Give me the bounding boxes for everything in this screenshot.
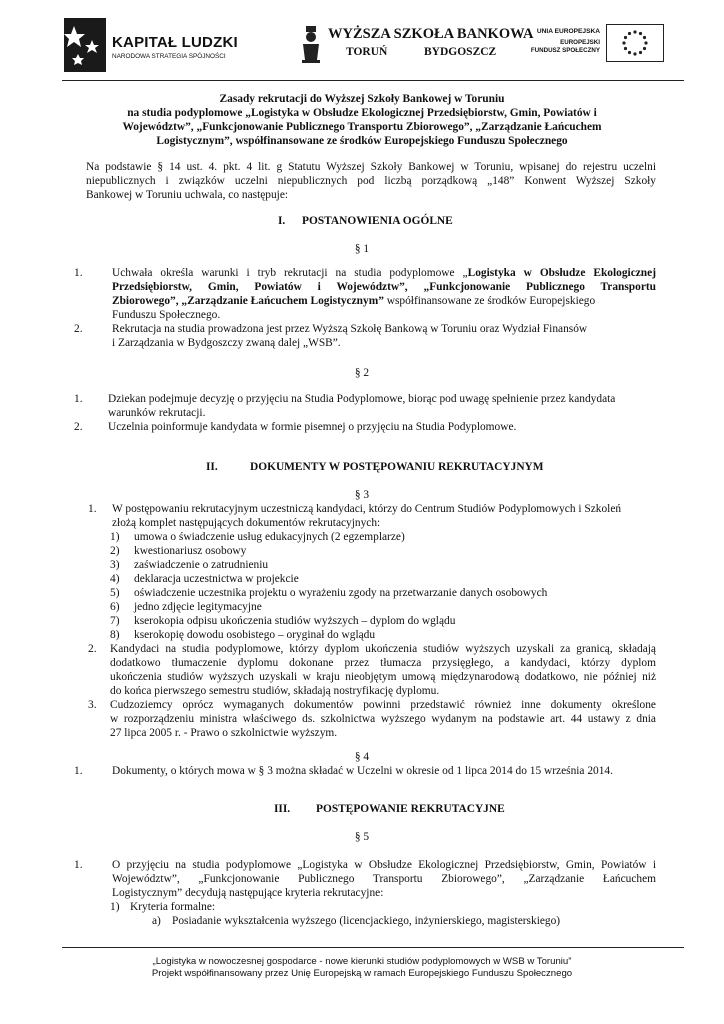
p3-item3-line1: Cudzoziemcy oprócz wymaganych dokumentów powinni przedstawić również inne dokumenty określone	[110, 699, 656, 711]
intro-line1: Na podstawie § 14 ust. 4. pkt. 4 lit. g Statutu Wyższej Szkoły Bankowej w Toruniu, wpisanej do rejestru uczelni	[86, 161, 656, 173]
doc-item-number: 1)	[110, 531, 120, 543]
kapital-ludzki-title: KAPITAŁ LUDZKI	[112, 34, 238, 51]
paragraph-2-heading: § 2	[354, 367, 370, 379]
doc-title-line2: na studia podyplomowe „Logistyka w Obsłudze Ekologicznej Przedsiębiorstw, Gmin, Powiatów i	[127, 107, 597, 119]
wsb-title: WYŻSZA SZKOŁA BANKOWA	[328, 26, 534, 42]
p1-item2-line1: Rekrutacja na studia prowadzona jest przez Wyższą Szkołę Bankową w Toruniu oraz Wydział Finansów	[112, 323, 588, 335]
kapital-ludzki-logo	[64, 18, 238, 72]
footer-line2: Projekt współfinansowany przez Unię Europejską w ramach Europejskiego Funduszu Społecznego	[151, 968, 573, 979]
paragraph-3-heading: § 3	[354, 489, 370, 501]
eu-text-line2: EUROPEJSKI	[560, 39, 600, 46]
eu-text-line3: FUNDUSZ SPOŁECZNY	[530, 47, 600, 54]
p5-item1-line3: Logistycznym” decydują następujące kryteria rekrutacyjne:	[112, 887, 384, 899]
paragraph-5-heading: § 5	[354, 831, 370, 843]
p3-item3-number: 3.	[88, 699, 97, 711]
p5-item1-line1: O przyjęciu na studia podyplomowe „Logistyka w Obsłudze Ekologicznej Przedsiębiorstw, Gmin, Powiatów i	[112, 859, 656, 871]
p1-item2-number: 2.	[74, 323, 83, 335]
p1-item1-line3	[112, 294, 595, 308]
section3-title: POSTĘPOWANIE REKRUTACYJNE	[316, 803, 505, 815]
p5-subsub-a-number: a)	[152, 915, 161, 927]
p1-item1-line3-bold: Zbiorowego”, „Zarządzanie Łańcuchem Logistycznym”	[112, 295, 384, 307]
section1-title: POSTANOWIENIA OGÓLNE	[302, 215, 453, 227]
doc-item-number: 7)	[110, 615, 120, 627]
kapital-ludzki-subtitle: NARODOWA STRATEGIA SPÓJNOŚCI	[112, 53, 226, 60]
doc-item-number: 4)	[110, 573, 120, 585]
p5-subsub-a-text: Posiadanie wykształcenia wyższego (licencjackiego, inżynierskiego, magisterskiego)	[172, 915, 561, 927]
p3-item1-number: 1.	[88, 503, 97, 515]
p1-item1-number: 1.	[74, 267, 83, 279]
doc-item: kwestionariusz osobowy	[134, 545, 247, 557]
p2-item2-line1: Uczelnia poinformuje kandydata w formie pisemnej o przyjęciu na Studia Podyplomowe.	[108, 421, 517, 433]
p3-item2-line2: dodatkowo tłumaczenie dyplomu dokonane przez tłumacza przysięgłego, a kandydaci, którzy dyplom	[110, 657, 656, 669]
footer-line1: „Logistyka w nowoczesnej gospodarce - nowe kierunki studiów podyplomowych w WSB w Toruniu”	[152, 956, 572, 967]
p3-item1-line1: W postępowaniu rekrutacyjnym uczestniczą kandydaci, którzy do Centrum Studiów Podyplomowych i Szkoleń	[112, 503, 622, 515]
p4-item1-text: Dokumenty, o których mowa w § 3 można składać w Uczelni w okresie od 1 lipca 2014 do 15 września 2014.	[112, 765, 613, 777]
header-divider	[62, 80, 684, 81]
p4-item1-number: 1.	[74, 765, 83, 777]
doc-item: zaświadczenie o zatrudnieniu	[134, 559, 269, 571]
doc-item: kserokopia odpisu ukończenia studiów wyższych – dyplom do wglądu	[134, 615, 456, 627]
section1-number: I.	[278, 215, 286, 227]
doc-item-number: 8)	[110, 629, 120, 641]
wsb-city-torun: TORUŃ	[346, 46, 388, 58]
p3-item2-line3: ukończenia studiów wyższych uzyskali w kraju nieobjętym umową międzynarodową dodatkowo, nie później niż	[110, 671, 656, 683]
doc-item: umowa o świadczenie usług edukacyjnych (2 egzemplarze)	[134, 531, 405, 543]
p1-item1-line3-regular: współfinansowane ze środków Europejskiego	[383, 295, 596, 307]
p1-item1-line4: Funduszu Społecznego.	[112, 309, 221, 321]
section2-number: II.	[206, 461, 218, 473]
footer-divider	[62, 947, 684, 948]
p3-item3-line2: w rozporządzeniu ministra właściwego ds. szkolnictwa wyższego wydanym na podstawie art. 44 ustawy z dnia	[110, 713, 656, 725]
p5-sub1-text: Kryteria formalne:	[130, 901, 216, 913]
doc-item-number: 5)	[110, 587, 120, 599]
doc-item: jedno zdjęcie legitymacyjne	[134, 601, 262, 613]
wsb-city-bydgoszcz: BYDGOSZCZ	[424, 46, 497, 58]
doc-item: deklaracja uczestnictwa w projekcie	[134, 573, 299, 585]
p1-item1-line1	[112, 266, 656, 280]
wsb-emblem-icon	[300, 26, 322, 64]
p3-item2-line1: Kandydaci na studia podyplomowe, którzy dyplom ukończenia studiów wyższych uzyskali za granicą, składają	[110, 643, 656, 655]
p1-item1-line1-regular: Uchwała określa warunki i tryb rekrutacji na studia podyplomowe „	[112, 267, 468, 279]
p3-item3-line3: 27 lipca 2005 r. - Prawo o szkolnictwie wyższym.	[110, 727, 338, 739]
section3-number: III.	[274, 803, 291, 815]
p3-item1-line2: złożą komplet następujących dokumentów rekrutacyjnych:	[112, 517, 381, 529]
p5-item1-line2: Województw”, „Funkcjonowanie Publicznego Transportu Zbiorowego”, „Zarządzanie Łańcuchem	[112, 873, 656, 885]
p1-item1-line2: Przedsiębiorstw, Gmin, Powiatów i Województw”, „Funkcjonowanie Publicznego Transportu	[112, 281, 656, 293]
intro-line2: niepublicznych i związków uczelni niepublicznych pod liczbą porządkową „148” Konwent Wyższej Szkoły	[86, 175, 656, 187]
p1-item1-line1-bold: Logistyka w Obsłudze Ekologicznej	[467, 267, 656, 279]
doc-title-line3: Województw”, „Funkcjonowanie Publicznego Transportu Zbiorowego”, „Zarządzanie Łańcuchem	[122, 121, 602, 133]
doc-title-line4: Logistycznym”, współfinansowane ze środków Europejskiego Funduszu Społecznego	[156, 135, 568, 147]
p2-item1-line2: warunków rekrutacji.	[108, 407, 206, 419]
wsb-logo	[300, 26, 534, 66]
p3-item2-number: 2.	[88, 643, 97, 655]
eu-text-line1: UNIA EUROPEJSKA	[536, 28, 600, 35]
doc-item-number: 6)	[110, 601, 120, 613]
p2-item2-number: 2.	[74, 421, 83, 433]
p5-sub1-number: 1)	[110, 901, 120, 913]
paragraph-4-heading: § 4	[354, 751, 370, 763]
eu-logo	[530, 24, 664, 62]
doc-item-number: 3)	[110, 559, 120, 571]
doc-item: kserokopię dowodu osobistego – oryginał do wglądu	[134, 629, 376, 641]
p1-item2-line2: i Zarządzania w Bydgoszczy zwaną dalej „WSB”.	[112, 337, 341, 349]
p5-item1-number: 1.	[74, 859, 83, 871]
doc-title-line1: Zasady rekrutacji do Wyższej Szkoły Bankowej w Toruniu	[219, 93, 505, 105]
section2-title: DOKUMENTY W POSTĘPOWANIU REKRUTACYJNYM	[250, 461, 544, 473]
intro-line3: Bankowej w Toruniu uchwala, co następuje:	[86, 189, 289, 201]
p3-item2-line4: do końca pierwszego semestru studiów, składają nostryfikację dyplomu.	[110, 685, 440, 697]
p2-item1-line1: Dziekan podejmuje decyzję o przyjęciu na Studia Podyplomowe, biorąc pod uwagę spełnienie przez kandydata	[108, 393, 616, 405]
doc-item: oświadczenie uczestnika projektu o wyrażeniu zgody na przetwarzanie danych osobowych	[134, 587, 548, 599]
kapital-ludzki-emblem-icon	[64, 18, 106, 72]
eu-flag-icon	[606, 24, 664, 62]
doc-item-number: 2)	[110, 545, 120, 557]
p2-item1-number: 1.	[74, 393, 83, 405]
paragraph-1-heading: § 1	[354, 243, 370, 255]
